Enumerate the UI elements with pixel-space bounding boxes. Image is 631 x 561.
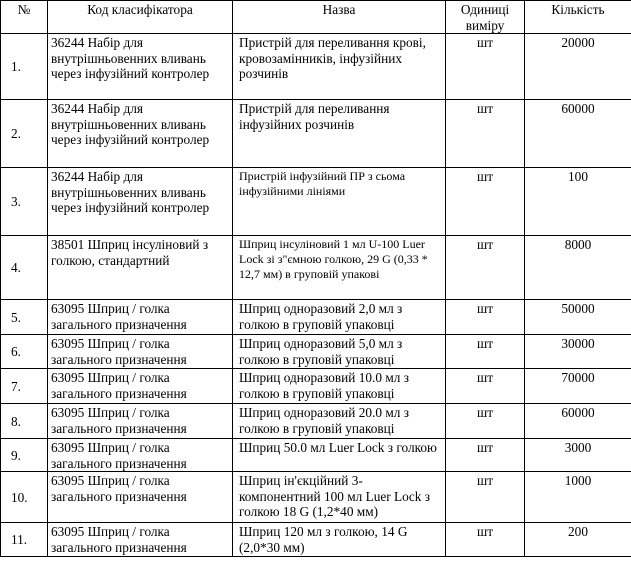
row-num: 7. [1,369,48,404]
row-code: 63095 Шприц / голка загального призначення [48,335,233,369]
row-qty: 200 [525,523,631,557]
row-num: 11. [1,523,48,557]
row-name: Шприц одноразовий 20.0 мл з голкою в груповій упаковці [233,404,446,439]
row-unit: шт [446,369,525,404]
row-num: 4. [1,236,48,300]
row-code: 36244 Набір для внутрішньовенних вливань через інфузійний контролер [48,168,233,236]
row-qty: 3000 [525,439,631,472]
table-row [1,236,631,300]
row-qty: 1000 [525,472,631,523]
row-name: Пристрій для переливання інфузійних розчинів [233,100,446,168]
header-code: Код класифікатора [48,1,233,34]
row-name: Шприц інсуліновий 1 мл U-100 Luer Lock зі з"ємною голкою, 29 G (0,33 * 12,7 мм) в груповій упакові [233,236,446,300]
row-unit: шт [446,335,525,369]
row-num: 5. [1,300,48,335]
row-qty: 60000 [525,100,631,168]
row-qty: 70000 [525,369,631,404]
table-header-row [1,1,631,34]
row-unit: шт [446,236,525,300]
row-code: 63095 Шприц / голка загального призначення [48,523,233,557]
row-code: 63095 Шприц / голка загального призначення [48,439,233,472]
table-row [1,34,631,100]
row-code: 36244 Набір для внутрішньовенних вливань через інфузійний контролер [48,100,233,168]
table-row [1,439,631,472]
header-name: Назва [233,1,446,34]
row-num: 10. [1,472,48,523]
row-unit: шт [446,168,525,236]
table-row [1,523,631,557]
table-row [1,168,631,236]
row-num: 6. [1,335,48,369]
row-name: Пристрій інфузійний ПР з сьома інфузійними лініями [233,168,446,236]
row-code: 63095 Шприц / голка загального призначення [48,404,233,439]
row-code: 63095 Шприц / голка загального призначення [48,300,233,335]
row-qty: 60000 [525,404,631,439]
row-code: 38501 Шприц інсуліновий з голкою, стандартний [48,236,233,300]
row-num: 8. [1,404,48,439]
row-code: 63095 Шприц / голка загального призначення [48,369,233,404]
table-row [1,300,631,335]
row-name: Шприц одноразовий 10.0 мл з голкою в груповій упаковці [233,369,446,404]
row-unit: шт [446,404,525,439]
row-name: Шприц одноразовий 2,0 мл з голкою в груповій упаковці [233,300,446,335]
header-qty: Кількість [525,1,631,34]
row-unit: шт [446,523,525,557]
row-num: 3. [1,168,48,236]
row-unit: шт [446,472,525,523]
row-unit: шт [446,100,525,168]
row-code: 36244 Набір для внутрішньовенних вливань через інфузійний контролер [48,34,233,100]
row-qty: 50000 [525,300,631,335]
row-qty: 30000 [525,335,631,369]
row-name: Шприц 50.0 мл Luer Lock з голкою [233,439,446,472]
row-name: Пристрій для переливання крові, кровозамінників, інфузійних розчинів [233,34,446,100]
table-row [1,335,631,369]
row-qty: 20000 [525,34,631,100]
row-name: Шприц одноразовий 5,0 мл з голкою в груповій упаковці [233,335,446,369]
table-row [1,404,631,439]
row-unit: шт [446,300,525,335]
table-row [1,472,631,523]
header-num: № [1,1,48,34]
table-row [1,369,631,404]
row-qty: 100 [525,168,631,236]
row-unit: шт [446,34,525,100]
header-unit: Одиниці виміру [446,1,525,34]
row-num: 1. [1,34,48,100]
row-num: 2. [1,100,48,168]
table-row [1,100,631,168]
row-code: 63095 Шприц / голка загального призначення [48,472,233,523]
row-name: Шприц ін'єкційний 3-компонентний 100 мл Luer Lock з голкою 18 G (1,2*40 мм) [233,472,446,523]
row-name: Шприц 120 мл з голкою, 14 G (2,0*30 мм) [233,523,446,557]
row-unit: шт [446,439,525,472]
row-num: 9. [1,439,48,472]
row-qty: 8000 [525,236,631,300]
